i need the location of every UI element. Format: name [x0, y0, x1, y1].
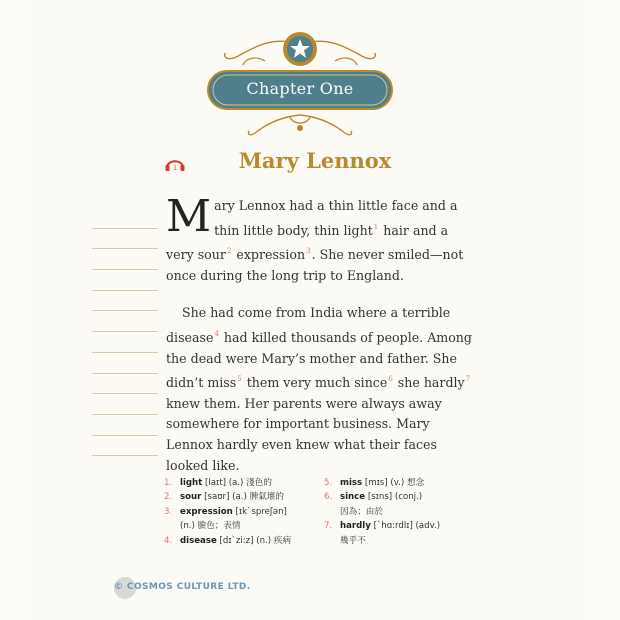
- glossary-column-right: [324, 476, 494, 548]
- note-line: [92, 436, 158, 457]
- glossary-entry: [164, 534, 324, 548]
- paragraph-2: [166, 303, 476, 476]
- note-line: [92, 270, 158, 291]
- footnote-marker: 3: [306, 247, 311, 256]
- note-line: [92, 291, 158, 312]
- text-run: expression: [232, 247, 306, 263]
- glossary-word: miss: [340, 478, 363, 488]
- audio-track-number: 1: [173, 165, 177, 172]
- note-line: [92, 374, 158, 395]
- star-icon: [283, 32, 317, 66]
- headphones-icon[interactable]: [164, 154, 186, 172]
- glossary-definition: 疾病: [273, 535, 292, 546]
- text-run: . She never smiled—not once during the long trip to England.: [166, 247, 464, 283]
- glossary-phonetic: [mɪs]: [364, 478, 388, 488]
- glossary-pos: (n.): [256, 535, 272, 546]
- glossary-word: hardly: [340, 521, 371, 532]
- glossary-pos: (adv.): [415, 521, 441, 532]
- footnote-marker: 6: [388, 375, 393, 384]
- chapter-label: Chapter One: [246, 79, 354, 98]
- glossary-phonetic: [sɪns]: [367, 492, 393, 503]
- paragraph-1: [166, 191, 476, 286]
- glossary-column-left: [164, 476, 324, 548]
- glossary-number: 3.: [164, 506, 173, 517]
- text-run: she hardly: [393, 375, 465, 391]
- glossary-entry: [164, 490, 324, 504]
- footnote-marker: 1: [373, 222, 379, 231]
- note-line: [92, 311, 158, 332]
- footnote-marker: 7: [465, 375, 471, 384]
- glossary-entry: [324, 519, 494, 533]
- glossary-definition-line: (n.) 臉色；表情: [180, 521, 241, 532]
- note-line: [92, 394, 158, 415]
- glossary-entry: [324, 490, 494, 504]
- glossary-word: since: [340, 492, 366, 503]
- glossary-pos: (v.): [390, 478, 405, 488]
- glossary-phonetic: [dɪ`zi:z]: [219, 535, 254, 546]
- glossary-definition: 淺色的: [246, 478, 272, 488]
- drop-cap: M: [166, 191, 212, 242]
- glossary-entry: [164, 476, 324, 490]
- text-run: ary Lennox had a thin little face and a thin little body, thin light: [214, 198, 458, 238]
- note-line: [92, 208, 158, 229]
- glossary-number: 2.: [164, 492, 173, 503]
- glossary-definition: 想念: [406, 478, 425, 488]
- text-run: had killed thousands of people. Among the dead were Mary’s mother and father. She didn’t miss: [166, 329, 472, 391]
- glossary-phonetic: [laɪt]: [205, 478, 226, 488]
- note-line: [92, 249, 158, 270]
- glossary-word: sour: [180, 492, 202, 503]
- glossary-entry: [164, 505, 324, 519]
- glossary-phonetic: [saʊr]: [204, 492, 230, 503]
- glossary-definition-line: 因為；由於: [340, 506, 383, 517]
- glossary-number: 5.: [324, 478, 333, 488]
- publisher-logo-text: © COSMOS CULTURE LTD.: [114, 582, 251, 592]
- glossary-word: disease: [180, 535, 217, 546]
- note-line: [92, 229, 158, 250]
- chapter-title: Mary Lennox: [238, 148, 392, 173]
- glossary-pos: (a.): [228, 478, 244, 488]
- glossary-pos: (a.): [232, 492, 247, 503]
- glossary-word: expression: [180, 506, 233, 517]
- glossary-word: light: [180, 478, 203, 488]
- glossary-definition: 脾氣壞的: [249, 492, 284, 503]
- glossary-number: 4.: [164, 535, 173, 546]
- note-line: [92, 415, 158, 436]
- footnote-marker: 5: [237, 375, 242, 384]
- text-run: hair and a very sour: [166, 222, 449, 263]
- glossary-phonetic: [ɪk`spreʃən]: [235, 506, 287, 517]
- glossary-definition-line: 幾乎不: [340, 535, 366, 546]
- text-run: She had come from India where a terrible disease: [166, 305, 451, 345]
- glossary-phonetic: [`hɑ:rdlɪ]: [373, 521, 413, 532]
- glossary-number: 7.: [324, 521, 333, 532]
- glossary-number: 1.: [164, 478, 173, 488]
- margin-note-lines: [92, 208, 158, 456]
- note-line: [92, 353, 158, 374]
- footnote-marker: 2: [226, 247, 232, 256]
- glossary-entry: [324, 476, 494, 490]
- footnote-marker: 4: [214, 329, 219, 338]
- text-run: knew them. Her parents were always away somewhere for important business. Mary Lennox hardly even knew what their faces looked like.: [166, 395, 442, 473]
- note-line: [92, 332, 158, 353]
- story-text: [166, 191, 476, 476]
- glossary-number: 6.: [324, 492, 333, 503]
- text-run: them very much since: [242, 375, 388, 391]
- glossary-pos: (conj.): [394, 492, 423, 503]
